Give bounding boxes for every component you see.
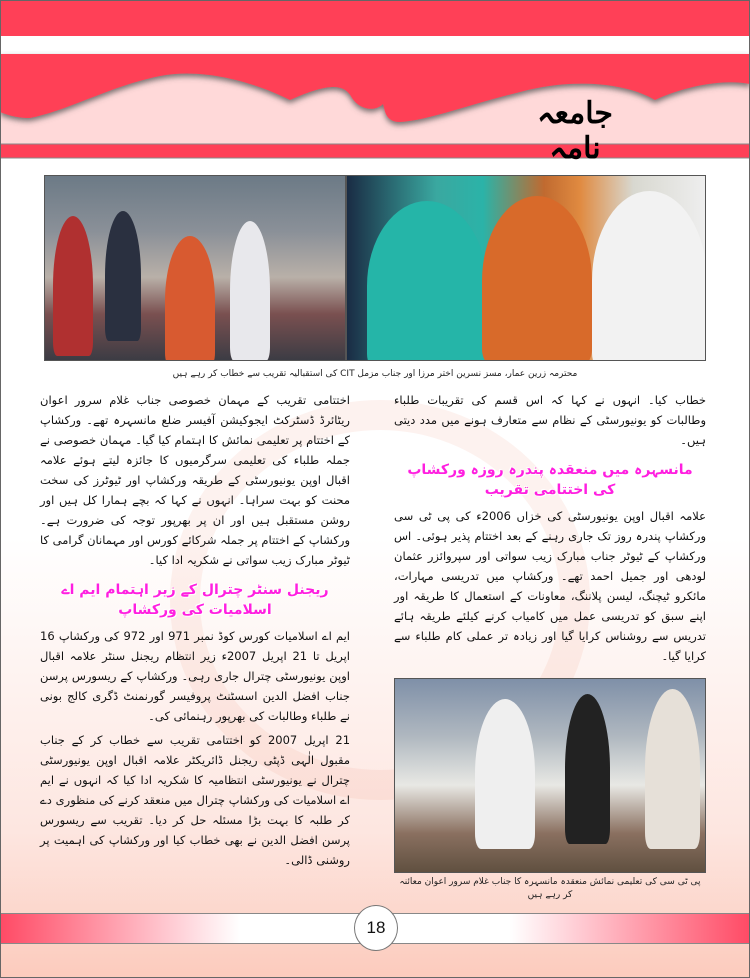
magazine-title: جامعہ نامہ [537, 96, 613, 166]
left-section-heading: ریجنل سنٹر چترال کے زیر اہتمام ایم اے اسلامیات کی ورکشاپ [61, 582, 329, 618]
right-section-heading: مانسہرہ میں منعقدہ پندرہ روزہ ورکشاپ کی اختتامی تقریب [407, 462, 693, 498]
right-body-paragraph: علامہ اقبال اوپن یونیورسٹی کی خزاں 2006ء کی پی ٹی سی ورکشاپ پندرہ روز تک جاری رہنے کے بعد اختتام پذیر ہوئی۔ اس ورکشاپ کے ٹیوٹر جناب مبارک زیب سواتی اور سپروائزر عثمان لودھی اور جمیل احمد تھے۔ ورکشاپ میں تدریسی مہارات، مائکرو ٹیچنگ، لیسن پلاننگ، معاونات کے استعمال کا طریقہ اور اپنے سبق کو تدریسی عمل میں کامیاب کرنے کیلئے طریقہ ہائے تدریس سے روشناس کرایا گیا اور زیادہ تر عملی کام طلباء سے کرایا گیا۔ [394, 509, 706, 663]
right-column [394, 390, 706, 902]
bottom-photo-caption: پی ٹی سی کی تعلیمی نمائش منعقدہ مانسہرہ کا جناب غلام سرور اعوان معائنہ کر رہے ہیں [399, 877, 701, 900]
photo-audience [44, 175, 346, 361]
top-photo-caption: محترمہ زرین عمار، مسز نسرین اختر مرزا اور جناب مزمل CIT کی استقبالیہ تقریب سے خطاب کر رہے ہیں [172, 369, 578, 379]
left-body-paragraph-3: 21 اپریل 2007 کو اختتامی تقریب سے خطاب کر کے جناب مقبول الٰہی ڈپٹی ریجنل ڈائریکٹر علامہ اقبال اوپن یونیورسٹی چترال نے یونیورسٹی انتظامیہ کا شکریہ ادا کیا کہ انہوں نے ایم اے اسلامیات کی ورکشاپ چترال میں منعقد کرنے کی منظوری دے کر طلبہ کا بہت بڑا مسئلہ حل کر دیا۔ تقریب سے ریسورس پرسن افضل الدین نے بھی خطاب کیا اور ورکشاپ کی اہمیت پر روشنی ڈالی۔ [40, 733, 351, 867]
header-wave-banner [0, 0, 750, 160]
page-number: 18 [354, 905, 398, 951]
page-header [0, 0, 750, 166]
left-column [40, 390, 350, 874]
left-body-paragraph-2: ایم اے اسلامیات کورس کوڈ نمبر 971 اور 972 کی ورکشاپ 16 اپریل تا 21 اپریل 2007ء زیر انتظام ریجنل سنٹر علامہ اقبال اوپن یونیورسٹی چترال جاری رہی۔ ورکشاپ کے ریسورس پرسن جناب افضل الدین اسسٹنٹ پروفیسر گورنمنٹ ڈگری کالج بونی نے طلباء وطالبات کی بھرپور رہنمائی کی۔ [40, 629, 351, 723]
right-intro-paragraph: خطاب کیا۔ انہوں نے کہا کہ اس قسم کی تقریبات طلباء وطالبات کو یونیورسٹی کے نظام سے متعارف ہونے میں مدد دیتی ہیں۔ [394, 393, 706, 447]
left-body-paragraph-1: اختتامی تقریب کے مہمان خصوصی جناب غلام سرور اعوان ریٹائرڈ ڈسٹرکٹ ایجوکیشن آفیسر ضلع مانسہرہ تھے۔ ورکشاپ کے اختتام پر تعلیمی نمائش کا اہتمام کیا گیا۔ مہمان خصوصی نے جملہ طلباء کی تعلیمی سرگرمیوں کا جائزہ لیتے ہوئے علامہ اقبال اوپن یونیورسٹی کے طریقہ ورکشاپ اور ٹیوٹرز کی سخت محنت کو بہت سراہا۔ انہوں نے کہا کہ بچے ہمارا کل ہیں اور روشن مستقبل ہیں اور ان پر بھرپور توجہ کی ضرورت ہے۔ ورکشاپ کے اختتام پر جملہ شرکائے کورس اور مہمانان گرامی کا ٹیوٹر مبارک زیب سواتی نے شکریہ ادا کیا۔ [40, 393, 350, 567]
photo-exhibition [394, 678, 706, 873]
photo-speakers [346, 175, 706, 361]
